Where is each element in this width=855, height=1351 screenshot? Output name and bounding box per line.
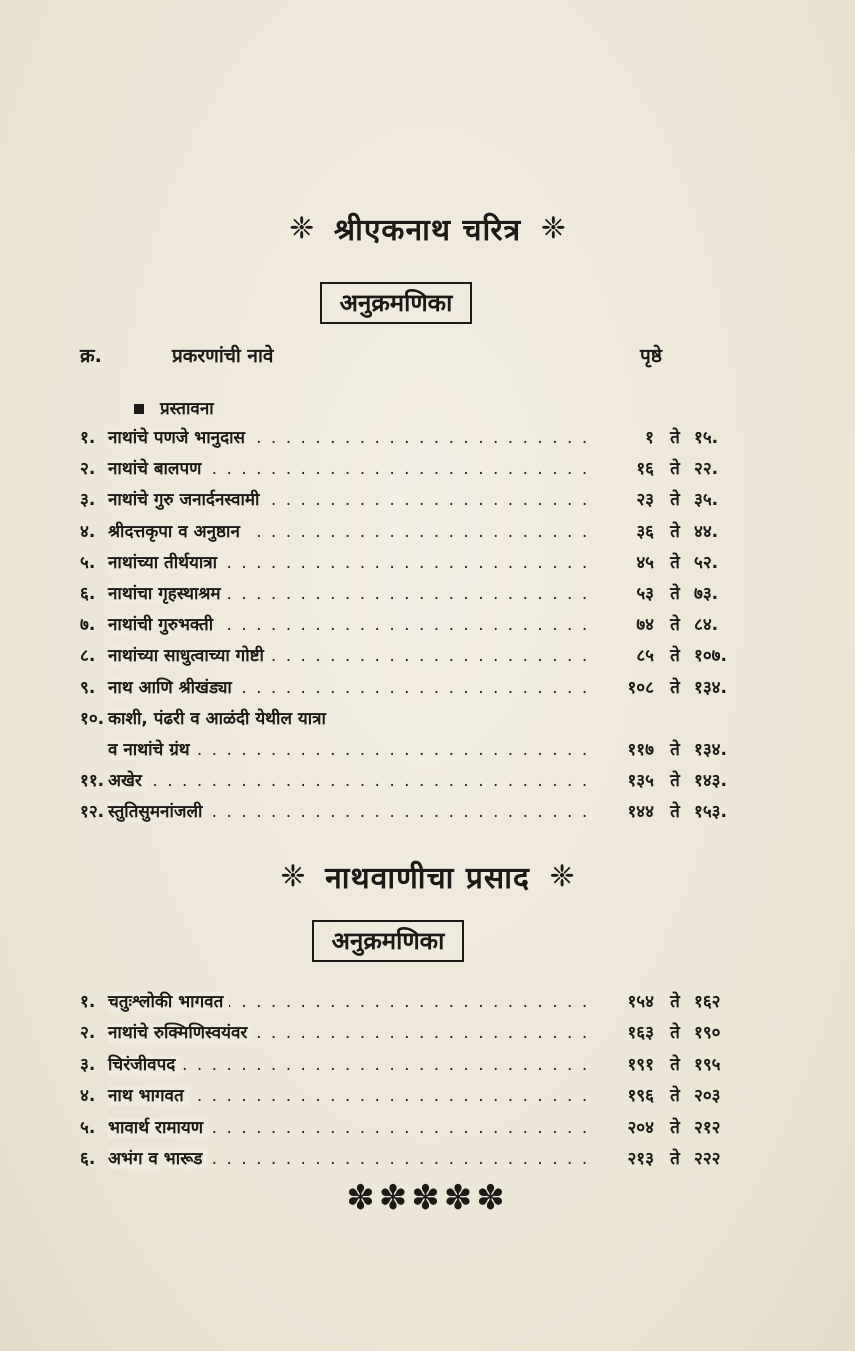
flower-ornament-icon: ❈ bbox=[289, 211, 315, 246]
toc-title-wrap bbox=[108, 611, 219, 639]
toc-number: ७. bbox=[80, 615, 96, 636]
toc-number: ४. bbox=[80, 1086, 96, 1107]
intro-entry bbox=[134, 396, 214, 419]
toc-page-from: १६ bbox=[636, 459, 654, 480]
toc-row bbox=[80, 1114, 720, 1142]
flower-ornament-icon: ❈ bbox=[549, 859, 575, 894]
toc-page-from: २०४ bbox=[627, 1117, 654, 1138]
toc-page-to-word: ते bbox=[670, 1086, 680, 1107]
toc-title-wrap bbox=[108, 1082, 190, 1110]
toc-number: २. bbox=[80, 459, 96, 480]
toc-title-wrap bbox=[108, 988, 229, 1016]
toc-page-to: १९५ bbox=[694, 1054, 721, 1075]
flower-ornament-icon: ❈ bbox=[280, 859, 306, 894]
toc-page-to-word: ते bbox=[670, 428, 680, 448]
toc-number: ९. bbox=[80, 677, 96, 698]
toc-number: २. bbox=[80, 1023, 96, 1044]
toc-title: नाथांचे बालपण bbox=[108, 459, 207, 479]
toc-title: नाथांचा गृहस्थाश्रम bbox=[108, 584, 227, 604]
toc-page-from: ४५ bbox=[636, 552, 654, 573]
toc-number: ६. bbox=[80, 584, 96, 604]
toc-page-to: ५२. bbox=[694, 552, 719, 573]
toc-title: व नाथांचे ग्रंथ bbox=[108, 740, 196, 760]
toc-title-wrap bbox=[108, 798, 208, 826]
section2-index-label: अनुक्रमणिका bbox=[312, 920, 464, 962]
toc-title: स्तुतिसुमनांजली bbox=[108, 802, 208, 822]
toc-page-to: १३४. bbox=[694, 740, 727, 760]
toc-title-wrap bbox=[108, 1114, 209, 1142]
toc-title-wrap bbox=[108, 1145, 208, 1173]
toc-row bbox=[80, 455, 720, 483]
flower-ornament-icon: ❈ bbox=[540, 211, 566, 246]
toc-title: नाथ आणि श्रीखंड्या bbox=[108, 678, 238, 698]
toc-page-from: १४४ bbox=[627, 802, 654, 823]
toc-number: १. bbox=[80, 992, 96, 1012]
toc-page-to: २०३ bbox=[694, 1086, 721, 1107]
toc-row bbox=[80, 1019, 720, 1047]
toc-row bbox=[80, 486, 720, 514]
toc-page-from: ८५ bbox=[636, 646, 654, 667]
footer-ornament: ✽✽✽✽✽ bbox=[346, 1178, 509, 1218]
toc-title: काशी, पंढरी व आळंदी येथील यात्रा bbox=[108, 709, 332, 729]
toc-title-wrap bbox=[108, 518, 246, 546]
toc-page-from: २१३ bbox=[627, 1149, 654, 1169]
toc-page-to: १४३. bbox=[694, 771, 727, 792]
toc-page-from: १९६ bbox=[627, 1086, 654, 1107]
column-number-header: क्र. bbox=[80, 345, 102, 367]
toc-row bbox=[80, 1082, 720, 1110]
toc-title-wrap bbox=[108, 642, 270, 670]
leader-dots bbox=[108, 1051, 598, 1079]
toc-page-from: १५४ bbox=[627, 992, 654, 1012]
toc-page-to: १९० bbox=[694, 1023, 721, 1044]
toc-page-from: १ bbox=[645, 428, 654, 448]
toc-page-to-word: ते bbox=[670, 490, 680, 511]
toc-page-to-word: ते bbox=[670, 1117, 680, 1138]
toc-title: नाथांचे रुक्मिणिस्वयंवर bbox=[108, 1023, 253, 1043]
section2-heading bbox=[0, 856, 855, 897]
toc-page-to-word: ते bbox=[670, 552, 680, 573]
toc-title-wrap bbox=[108, 767, 148, 795]
toc-page-to: १५. bbox=[694, 428, 719, 448]
toc-number: ८. bbox=[80, 646, 96, 667]
toc-title: श्रीदत्तकृपा व अनुष्ठान bbox=[108, 522, 246, 542]
toc-row bbox=[80, 424, 720, 452]
toc-row bbox=[80, 611, 720, 639]
toc-page-to-word: ते bbox=[670, 677, 680, 698]
toc-row bbox=[80, 736, 727, 764]
toc-page-to-word: ते bbox=[670, 992, 680, 1012]
toc-page-from: ५३ bbox=[636, 584, 654, 604]
toc-row bbox=[80, 767, 727, 795]
toc-row bbox=[80, 518, 720, 546]
toc-row bbox=[80, 674, 727, 702]
toc-title-wrap bbox=[108, 674, 238, 702]
toc-title-wrap bbox=[108, 705, 332, 733]
toc-title-wrap bbox=[108, 549, 223, 577]
toc-page-from: ७४ bbox=[636, 615, 654, 636]
section1-index-label: अनुक्रमणिका bbox=[320, 282, 472, 324]
toc-number: ५. bbox=[80, 1117, 96, 1138]
toc-title-wrap bbox=[108, 455, 207, 483]
toc-row bbox=[80, 549, 720, 577]
toc-page-to-word: ते bbox=[670, 584, 680, 604]
toc-title: चतुःश्लोकी भागवत bbox=[108, 992, 229, 1012]
toc-title: चिरंजीवपद bbox=[108, 1055, 181, 1075]
toc-page-to-word: ते bbox=[670, 521, 680, 542]
toc-row bbox=[80, 798, 727, 826]
toc-page-from: ११७ bbox=[627, 740, 654, 760]
toc-page-to-word: ते bbox=[670, 740, 680, 760]
toc-page-from: १०८ bbox=[627, 677, 654, 698]
toc-number: १०. bbox=[80, 708, 105, 729]
intro-label: प्रस्तावना bbox=[160, 399, 214, 419]
toc-page-to-word: ते bbox=[670, 1149, 680, 1169]
toc-number: ५. bbox=[80, 552, 96, 573]
toc-row bbox=[80, 988, 720, 1016]
toc-title: अभंग व भारूड bbox=[108, 1149, 208, 1169]
toc-page-from: २३ bbox=[636, 490, 654, 511]
toc-page-to: १५३. bbox=[694, 802, 727, 823]
toc-title: नाथांच्या साधुत्वाच्या गोष्टी bbox=[108, 646, 270, 666]
toc-title: नाथांचे पणजे भानुदास bbox=[108, 428, 251, 448]
toc-page-to: ८४. bbox=[694, 615, 719, 636]
toc-title: नाथांचे गुरु जनार्दनस्वामी bbox=[108, 490, 265, 510]
toc-page-to: ४४. bbox=[694, 521, 719, 542]
section2-title: नाथवाणीचा प्रसाद bbox=[325, 861, 530, 896]
toc-title-wrap bbox=[108, 580, 227, 608]
toc-page-to-word: ते bbox=[670, 615, 680, 636]
toc-page-to: १६२ bbox=[694, 992, 721, 1012]
toc-page-to-word: ते bbox=[670, 771, 680, 792]
leader-dots bbox=[108, 767, 598, 795]
toc-row bbox=[80, 705, 720, 733]
toc-page-to: ७३. bbox=[694, 584, 719, 604]
section1-heading bbox=[0, 208, 855, 249]
toc-page-to-word: ते bbox=[670, 646, 680, 667]
toc-title-wrap bbox=[108, 486, 265, 514]
toc-title-wrap bbox=[108, 1051, 181, 1079]
toc-row bbox=[80, 1051, 720, 1079]
toc-page-to-word: ते bbox=[670, 459, 680, 480]
toc-page-from: ३६ bbox=[636, 521, 654, 542]
toc-title-wrap bbox=[108, 424, 251, 452]
toc-row bbox=[80, 1145, 720, 1173]
toc-page-to: १३४. bbox=[694, 677, 727, 698]
toc-page-to-word: ते bbox=[670, 1023, 680, 1044]
toc-page-to: ३५. bbox=[694, 490, 719, 511]
toc-title: अखेर bbox=[108, 771, 148, 791]
section1-title: श्रीएकनाथ चरित्र bbox=[333, 213, 522, 248]
toc-number: ६. bbox=[80, 1149, 96, 1169]
toc-number: ३. bbox=[80, 490, 96, 511]
toc-page-to: १०७. bbox=[694, 646, 727, 667]
toc-number: १. bbox=[80, 428, 96, 448]
toc-page-from: १६३ bbox=[627, 1023, 654, 1044]
toc-title-wrap bbox=[108, 1019, 253, 1047]
toc-number: १२. bbox=[80, 802, 105, 823]
toc-title: नाथ भागवत bbox=[108, 1086, 190, 1106]
column-page-header: पृष्ठे bbox=[640, 345, 662, 367]
square-bullet-icon bbox=[134, 404, 144, 414]
toc-number: ४. bbox=[80, 521, 96, 542]
toc-title: नाथांची गुरुभक्ती bbox=[108, 615, 219, 635]
toc-page-to: २१२ bbox=[694, 1117, 721, 1138]
toc-title: नाथांच्या तीर्थयात्रा bbox=[108, 553, 223, 573]
toc-page-to-word: ते bbox=[670, 802, 680, 823]
toc-number: ११. bbox=[80, 771, 105, 792]
toc-page-from: १३५ bbox=[627, 771, 654, 792]
toc-title-wrap bbox=[108, 736, 196, 764]
toc-page-to: २२. bbox=[694, 459, 719, 480]
toc-title: भावार्थ रामायण bbox=[108, 1118, 209, 1138]
toc-row bbox=[80, 642, 727, 670]
toc-number: ३. bbox=[80, 1054, 96, 1075]
toc-row bbox=[80, 580, 720, 608]
toc-page-to-word: ते bbox=[670, 1054, 680, 1075]
column-title-header: प्रकरणांची नावे bbox=[172, 345, 274, 367]
toc-page-from: १९१ bbox=[627, 1054, 654, 1075]
toc-page-to: २२२ bbox=[694, 1149, 721, 1169]
